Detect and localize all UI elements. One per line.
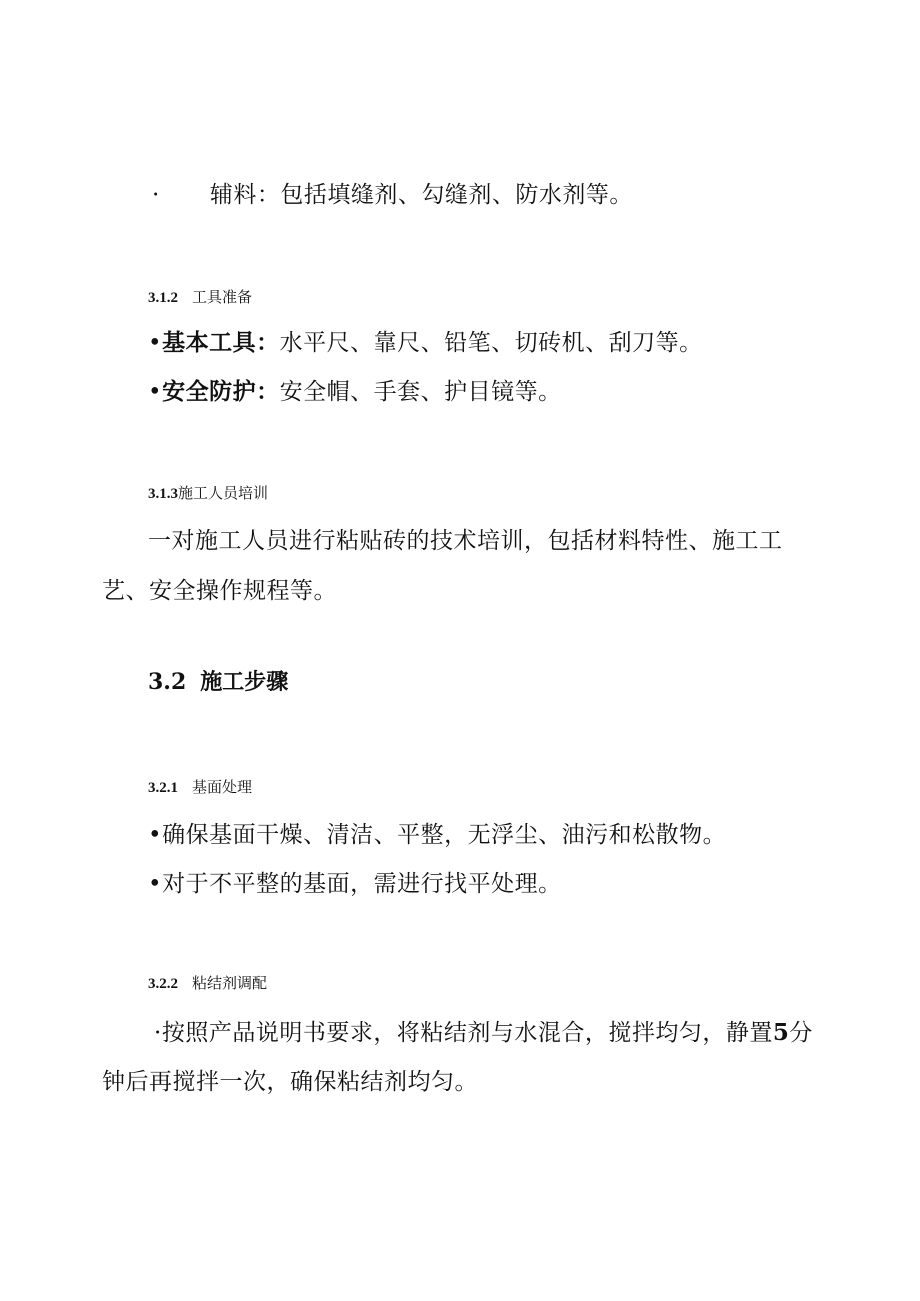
- section-number: 3.2.2: [148, 976, 178, 992]
- list-item: [148, 816, 726, 849]
- list-item-text: 确保基面干燥、清洁、平整，无浮尘、油污和松散物。: [162, 822, 727, 848]
- section-heading-3-2-1: [148, 776, 252, 797]
- section-number: 3.2: [148, 669, 187, 695]
- section-number: 3.1.2: [148, 290, 178, 306]
- section-title: 施工人员培训: [178, 484, 269, 502]
- bullet: ·: [152, 182, 160, 208]
- bullet: •: [148, 822, 163, 848]
- list-item-text: 对于不平整的基面，需进行找平处理。: [162, 871, 562, 897]
- paragraph-text: 按照产品说明书要求，将粘结剂与水混合，搅拌均匀，静置: [161, 1020, 773, 1046]
- section-heading-3-1-2: [148, 286, 252, 307]
- list-item-label: 安全防护：: [162, 378, 280, 405]
- section-number: 3.2.1: [148, 780, 178, 796]
- paragraph-line: 一对施工人员进行粘贴砖的技术培训，包括材料特性、施工工: [148, 528, 783, 554]
- list-item: [148, 865, 562, 898]
- paragraph-number: 5: [772, 1019, 790, 1046]
- section-title: 基面处理: [192, 778, 253, 796]
- section-title: 施工步骤: [200, 669, 289, 695]
- list-item-text: 安全帽、手套、护目镜等。: [279, 379, 562, 405]
- section-number: 3.1.3: [148, 486, 178, 502]
- section-title: 工具准备: [192, 288, 253, 306]
- paragraph-line: 钟后再搅拌一次，确保粘结剂均匀。: [102, 1069, 478, 1095]
- list-item-text: 水平尺、靠尺、铅笔、切砖机、刮刀等。: [279, 330, 703, 356]
- list-item-text: 辅料：包括填缝剂、勾缝剂、防水剂等。: [209, 182, 633, 208]
- list-item-label: 基本工具：: [162, 329, 280, 356]
- paragraph-line: [154, 1014, 813, 1047]
- paragraph-line: 艺、安全操作规程等。: [102, 578, 337, 604]
- section-heading-3-2: [148, 665, 288, 696]
- paragraph-text: 分: [789, 1020, 813, 1046]
- bullet: •: [148, 379, 163, 405]
- list-item-basic-tools: [148, 324, 703, 357]
- section-title: 粘结剂调配: [192, 974, 268, 992]
- section-heading-3-1-3: [148, 482, 268, 503]
- bullet: ·: [154, 1020, 162, 1046]
- section-heading-3-2-2: [148, 972, 267, 993]
- bullet: •: [148, 330, 163, 356]
- list-item-auxiliary-materials: [152, 176, 633, 209]
- bullet: •: [148, 871, 163, 897]
- list-item-safety-protection: [148, 373, 562, 406]
